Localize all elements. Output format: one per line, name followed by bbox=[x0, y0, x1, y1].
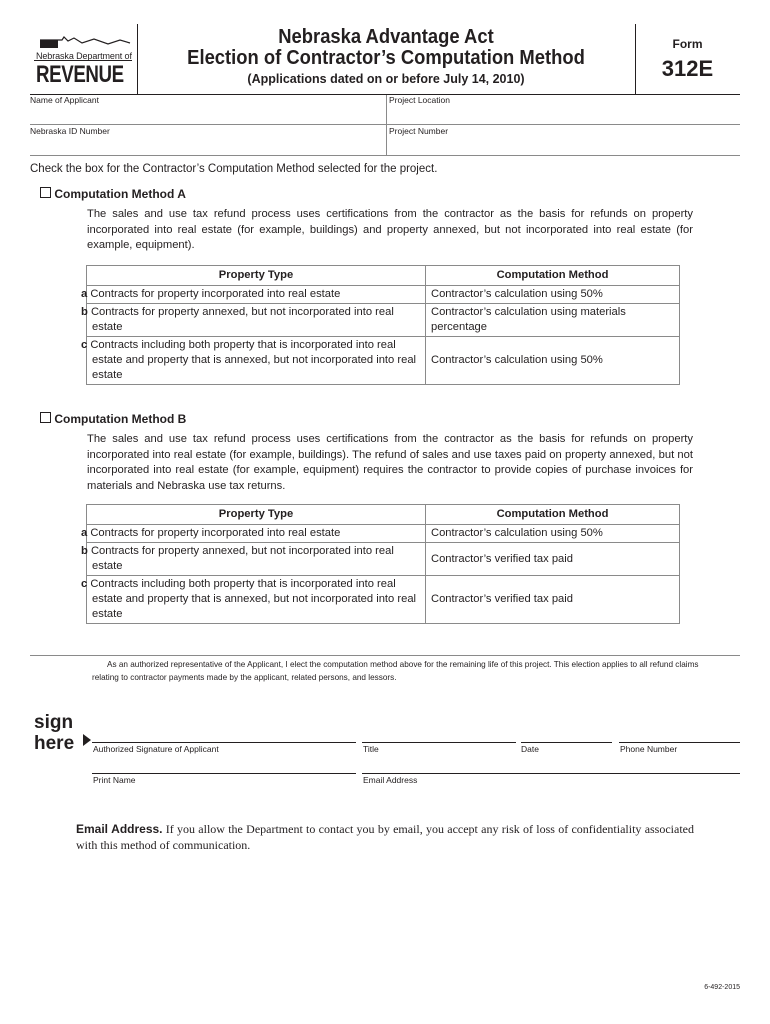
property-type-cell: c Contracts including both property that is incorporated into real estate and property that is annexed, but not incorporated into real estate bbox=[87, 337, 426, 385]
form-title-line1: Nebraska Advantage Act bbox=[278, 26, 494, 48]
name-of-applicant-input[interactable] bbox=[30, 104, 385, 124]
logo-dept-text: Nebraska Department of bbox=[36, 51, 132, 61]
method-a-label: Computation Method A bbox=[54, 187, 186, 201]
property-type-cell: a Contracts for property incorporated into real estate bbox=[87, 286, 426, 304]
computation-method-cell: Contractor’s calculation using 50% bbox=[426, 337, 680, 385]
method-a-description: The sales and use tax refund process uses certifications from the contractor as the basis for refunds on property incorporated into real estate (for example, buildings) and property annexed, but not incorporated into real estate (for example, equipment). bbox=[87, 208, 693, 251]
method-b-table bbox=[81, 504, 680, 624]
table-header-row bbox=[87, 505, 680, 525]
arrow-right-icon bbox=[82, 733, 92, 747]
column-header: Computation Method bbox=[426, 266, 680, 286]
project-location-input[interactable] bbox=[389, 104, 739, 124]
title-input[interactable] bbox=[362, 722, 516, 742]
field-divider bbox=[386, 95, 387, 155]
date-line bbox=[521, 742, 612, 743]
table-row bbox=[87, 576, 680, 624]
email-note bbox=[76, 821, 694, 853]
computation-method-cell: Contractor’s verified tax paid bbox=[426, 576, 680, 624]
print-name-input[interactable] bbox=[92, 753, 356, 773]
computation-method-cell: Contractor’s calculation using materials percentage bbox=[426, 304, 680, 337]
phone-input[interactable] bbox=[619, 722, 740, 742]
email-note-text: If you allow the Department to contact you by email, you accept any risk of loss of confidentiality associated with this method of communication. bbox=[76, 822, 695, 852]
table-row bbox=[87, 337, 680, 385]
method-b-heading bbox=[40, 412, 186, 426]
method-a-heading bbox=[40, 187, 186, 201]
field-rule bbox=[30, 155, 740, 156]
email-line bbox=[362, 773, 740, 774]
signature-line bbox=[92, 742, 356, 743]
title-line bbox=[362, 742, 516, 743]
email-note-label: Email Address. bbox=[76, 822, 163, 836]
authorized-signature-label: Authorized Signature of Applicant bbox=[93, 744, 219, 754]
property-type-cell: c Contracts including both property that is incorporated into real estate and property that is annexed, but not incorporated into real estate bbox=[87, 576, 426, 624]
form-code: 6-492-2015 bbox=[704, 984, 740, 991]
logo-revenue-text: REVENUE bbox=[36, 61, 124, 88]
phone-line bbox=[619, 742, 740, 743]
nebraska-id-input[interactable] bbox=[30, 135, 385, 155]
name-of-applicant-label: Name of Applicant bbox=[30, 95, 99, 105]
email-input[interactable] bbox=[362, 753, 740, 773]
revenue-logo bbox=[34, 30, 134, 90]
table-header-row bbox=[87, 266, 680, 286]
election-statement: As an authorized representative of the Applicant, I elect the computation method above for the remaining life of this project. This election applies to all refund claims relating to contractor payments made by the applicant, related persons, and lessors. bbox=[92, 660, 699, 682]
nebraska-state-outline-icon bbox=[34, 34, 134, 50]
project-number-label: Project Number bbox=[389, 126, 449, 136]
date-input[interactable] bbox=[521, 722, 612, 742]
table-row bbox=[87, 543, 680, 576]
method-a-table bbox=[81, 265, 680, 385]
sign-label: sign bbox=[34, 712, 74, 733]
print-name-line bbox=[92, 773, 356, 774]
computation-method-cell: Contractor’s verified tax paid bbox=[426, 543, 680, 576]
form-subtitle: (Applications dated on or before July 14, 2010) bbox=[247, 72, 525, 86]
table-row bbox=[87, 286, 680, 304]
method-b-label: Computation Method B bbox=[54, 412, 187, 426]
column-header: Property Type bbox=[87, 505, 426, 525]
table-row bbox=[87, 304, 680, 337]
here-label: here bbox=[34, 733, 75, 754]
form-title-line2: Election of Contractor’s Computation Method bbox=[187, 47, 585, 69]
print-name-label: Print Name bbox=[93, 775, 136, 785]
project-number-input[interactable] bbox=[389, 135, 739, 155]
email-address-label: Email Address bbox=[363, 775, 418, 785]
method-b-description: The sales and use tax refund process uses certifications from the contractor as the basis for refunds on property incorporated into real estate (for example, buildings). The refund of sales and use taxes paid on property annexed, but not incorporated into real estate (for example, equipment) requires the contractor to provide copies of purchase invoices for materials and Nebraska use tax returns. bbox=[87, 433, 693, 492]
method-b-checkbox[interactable] bbox=[40, 412, 51, 423]
property-type-cell: b Contracts for property annexed, but not incorporated into real estate bbox=[87, 304, 426, 337]
computation-method-cell: Contractor’s calculation using 50% bbox=[426, 286, 680, 304]
table-row bbox=[87, 525, 680, 543]
header-rule bbox=[30, 94, 740, 95]
property-type-cell: b Contracts for property annexed, but not incorporated into real estate bbox=[87, 543, 426, 576]
column-header: Property Type bbox=[87, 266, 426, 286]
form-label: Form bbox=[672, 37, 703, 51]
computation-method-cell: Contractor’s calculation using 50% bbox=[426, 525, 680, 543]
form-number: 312E bbox=[661, 56, 714, 81]
field-rule bbox=[30, 124, 740, 125]
nebraska-id-label: Nebraska ID Number bbox=[30, 126, 110, 136]
column-header: Computation Method bbox=[426, 505, 680, 525]
title-label: Title bbox=[363, 744, 379, 754]
signature-input[interactable] bbox=[92, 722, 356, 742]
phone-label: Phone Number bbox=[620, 744, 678, 754]
method-a-checkbox[interactable] bbox=[40, 187, 51, 198]
header-divider-left bbox=[137, 24, 138, 94]
election-rule bbox=[30, 655, 740, 656]
project-location-label: Project Location bbox=[389, 95, 450, 105]
header-divider-right bbox=[635, 24, 636, 94]
property-type-cell: a Contracts for property incorporated into real estate bbox=[87, 525, 426, 543]
date-label: Date bbox=[521, 744, 539, 754]
instruction-text: Check the box for the Contractor’s Computation Method selected for the project. bbox=[30, 163, 438, 175]
